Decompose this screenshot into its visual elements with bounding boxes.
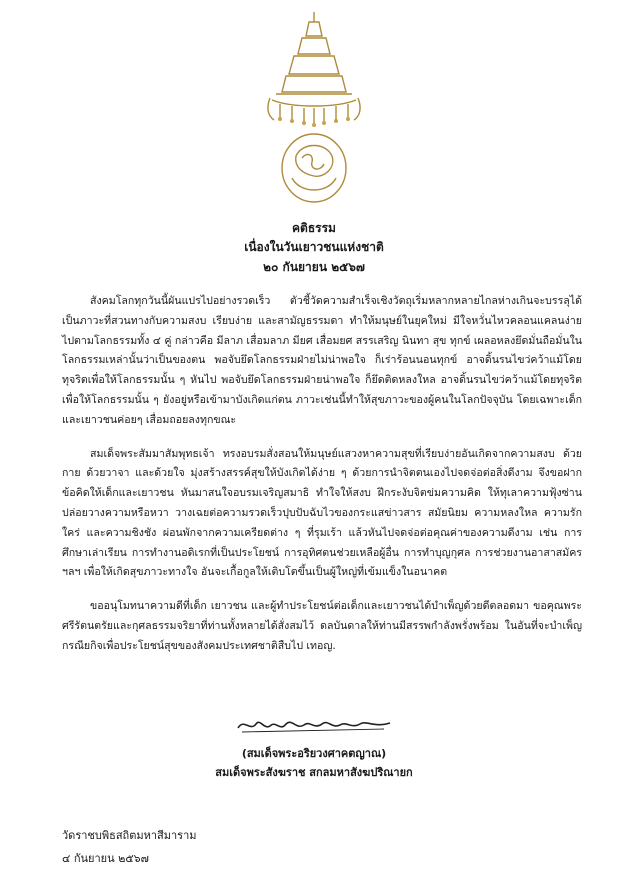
body-paragraph: สังคมโลกทุกวันนี้ผันแปรไปอย่างรวดเร็ว ตัวชี้วัดความสำเร็จเชิงวัตถุเริ่มหลากหลายไกลห่างเกินจะบรรลุได้ เป็นภาวะที่สวนทางกับความสงบ เรียบง่าย และสามัญธรรมดา ทำให้มนุษย์ในยุคใหม่ มีใจหวั่นไหวคลอนแคลนง่ายไปตามโลกธรรมทั้ง ๔ คู่ กล่าวคือ มีลาภ เสื่อมลาภ มียศ เสื่อมยศ สรรเสริญ นินทา สุข ทุกข์ เผลอหลงยึดมั่นถือมั่นในโลกธรรมเหล่านั้นว่าเป็นของตน พอจับยึดโลกธรรมฝ่ายไม่น่าพอใจ ก็เร่าร้อนนอนทุกข์ อาจดิ้นรนไขว่คว้าแม้โดยทุจริตเพื่อให้โลกธรรมนั้น ๆ หันไป พอจับยึดโลกธรรมฝ่ายน่าพอใจ ก็ยึดติดหลงใหล อาจดิ้นรนไขว่คว้าแม้โดยทุจริตเพื่อให้โลกธรรมนั้น ๆ ยังอยู่หรือเข้ามาบังเกิดแก่ตน ภาวะเช่นนี้ทำให้สุขภาวะของผู้คนในโลกปัจจุบัน โดยเฉพาะเด็กและเยาวชนค่อยๆ เสื่อมถอยลงทุกขณะ <box>62 295 582 426</box>
royal-emblem-icon <box>262 8 366 208</box>
signature-image <box>0 714 628 740</box>
body-paragraph: สมเด็จพระสัมมาสัมพุทธเจ้า ทรงอบรมสั่งสอนให้มนุษย์แสวงหาความสุขที่เรียบง่ายอันเกิดจากความสงบ ด้วยกาย ด้วยวาจา และด้วยใจ มุ่งสร้างสรรค์สุขให้บังเกิดได้ง่าย ๆ ด้วยการนำจิตตนเองไปจดจ่อต่อสิ่งดีงาม จึงขอฝากข้อคิดให้เด็กและเยาวชน หันมาสนใจอบรมเจริญสมาธิ ทำใจให้สงบ ฝึกระงับจิตข่มความคิด ให้ทุเลาความฟุ้งซ่าน ปล่อยวางความหรือหวา วางเฉยต่อความรวดเร็วปุบปับฉับไวของกระแสข่าวสาร สมัยนิยม ความหลงใหล ความรักใคร่ และความชิงชัง ผ่อนพักจากความเครียดต่าง ๆ ที่รุมเร้า แล้วหันไปจดจ่อต่อคุณค่าของความดีงาม เช่น การศึกษาเล่าเรียน การทำงานอดิเรกที่เป็นประโยชน์ การอุทิศตนช่วยเหลือผู้อื่น การทำบุญกุศล การช่วยงานอาสาสมัคร ฯลฯ เพื่อให้เกิดสุขภาวะทางใจ อันจะเกื้อกูลให้เติบโตขึ้นเป็นผู้ใหญ่ที่เข้มแข็งในอนาคต <box>62 447 582 579</box>
document-body <box>62 292 582 671</box>
document-subtitle: เนื่องในวันเยาวชนแห่งชาติ <box>244 240 384 254</box>
issue-place: วัดราชบพิธสถิตมหาสีมาราม <box>62 829 197 842</box>
issue-date: ๔ กันยายน ๒๕๖๗ <box>62 852 149 865</box>
body-paragraph: ขออนุโมทนาความดีที่เด็ก เยาวชน และผู้ทำประโยชน์ต่อเด็กและเยาวชนได้บำเพ็ญด้วยดีตลอดมา ขอคุณพระศรีรัตนตรัยและกุศลธรรมจริยาที่ท่านทั้งหลายได้สั่งสมไว้ ดลบันดาลให้ท่านมีสรรพกำลังพรั่งพร้อม ในอันที่จะบำเพ็ญกรณียกิจเพื่อประโยชน์สุขของสังคมประเทศชาติสืบไป เทอญ. <box>62 600 582 652</box>
document-title: คติธรรม <box>292 221 336 235</box>
document-date-heading: ๒๐ กันยายน ๒๕๖๗ <box>263 260 365 274</box>
signature-title: สมเด็จพระสังฆราช สกลมหาสังฆปริณายก <box>215 766 413 779</box>
signature-name: (สมเด็จพระอริยวงศาคตญาณ) <box>241 747 387 760</box>
